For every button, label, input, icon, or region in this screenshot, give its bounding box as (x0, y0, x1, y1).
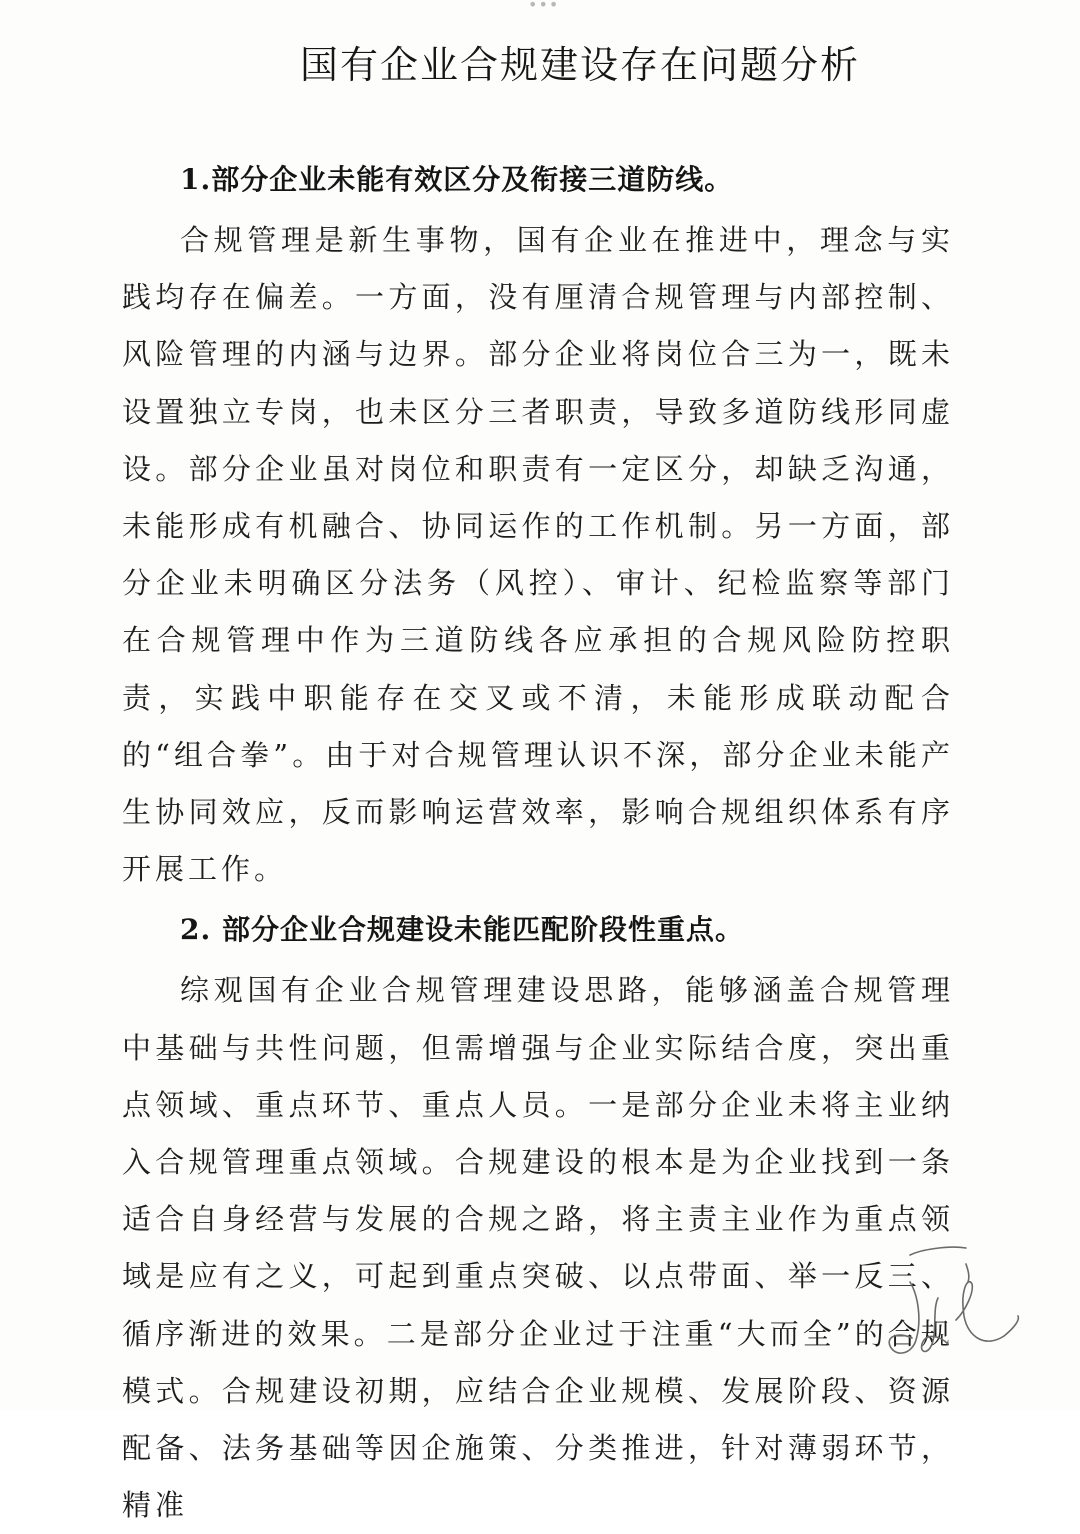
section-1-paragraph: 合规管理是新生事物，国有企业在推进中，理念与实践均存在偏差。一方面，没有厘清合规管理与内部控制、风险管理的内涵与边界。部分企业将岗位合三为一，既未设置独立专岗，也未区分三者职责，导致多道防线形同虚设。部分企业虽对岗位和职责有一定区分，却缺乏沟通，未能形成有机融合、协同运作的工作机制。另一方面，部分企业未明确区分法务（风控）、审计、纪检监察等部门在合规管理中作为三道防线各应承担的合规风险防控职责，实践中职能存在交叉或不清，未能形成联动配合的“组合拳”。由于对合规管理认识不深，部分企业未能产生协同效应，反而影响运营效率，影响合规组织体系有序开展工作。 (122, 223, 954, 887)
document-body (122, 150, 954, 1534)
section-1-heading: 1.部分企业未能有效区分及衔接三道防线。 (180, 163, 734, 196)
section-2-heading: 2. 部分企业合规建设未能匹配阶段性重点。 (180, 913, 744, 947)
section-2-paragraph: 综观国有企业合规管理建设思路，能够涵盖合规管理中基础与共性问题，但需增强与企业实际结合度，突出重点领域、重点环节、重点人员。一是部分企业未将主业纳入合规管理重点领域。合规建设的根本是为企业找到一条适合自身经营与发展的合规之路，将主责主业作为重点领域是应有之义，可起到重点突破、以点带面、举一反三、循序渐进的效果。二是部分企业过于注重“大而全”的合规模式。合规建设初期，应结合企业规模、发展阶段、资源配备、法务基础等因企施策、分类推进，针对薄弱环节，精准 (122, 973, 954, 1523)
drag-handle-icon[interactable]: ••• (528, 0, 560, 14)
document-title: 国有企业合规建设存在问题分析 (299, 43, 860, 87)
handwritten-signature (868, 1240, 1038, 1365)
